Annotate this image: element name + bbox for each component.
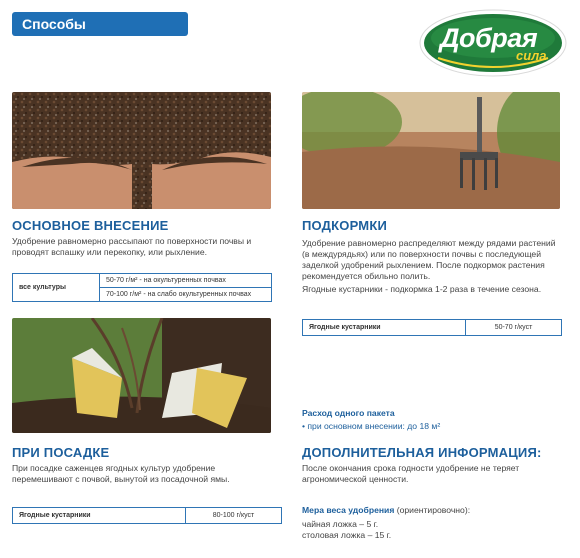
measure-title [302,505,470,516]
main-application-title: ОСНОВНОЕ ВНЕСЕНИЕ [12,218,169,233]
logo-sub-text: сила [516,48,547,63]
planting-title: ПРИ ПОСАДКЕ [12,445,110,460]
feeding-table-rate: 50-70 г/куст [466,320,562,336]
section-header-tag: Способы использования [12,12,188,36]
planting-text: При посадке саженцев ягодных культур удобрение перемешивают с почвой, вынутой из посадочной ямы. [12,463,230,484]
feeding-table [302,319,562,336]
package-consumption-item: • при основном внесении: до 18 м² [302,421,441,431]
list-item: чайная ложка – 5 г. [302,519,379,529]
planting-photo [12,318,271,433]
feeding-table-crop: Ягодные кустарники [303,320,466,336]
planting-table-rate: 80-100 г/куст [186,508,282,524]
additional-info-text: После окончания срока годности удобрение не теряет агрономической ценности. [302,463,520,484]
package-consumption-title: Расход одного пакета [302,408,395,418]
main-application-table [12,273,272,302]
measure-list [302,519,391,541]
main-table-rate: 50-70 г/м² - на окультуренных почвах [100,274,272,288]
main-application-text: Удобрение равномерно рассыпают по поверхности почвы и проводят вспашку или перекопку, или рыхление. [12,236,252,257]
additional-info-title: ДОПОЛНИТЕЛЬНАЯ ИНФОРМАЦИЯ: [302,445,542,460]
planting-table-crop: Ягодные кустарники [13,508,186,524]
list-item: столовая ложка – 15 г. [302,530,392,540]
soil-hands-photo [12,92,271,209]
main-table-rate: 70-100 г/м² - на слабо окультуренных почвах [100,288,272,302]
garden-fork-photo [302,92,560,209]
logo-brand-text: Добрая [440,23,538,53]
brand-logo [418,8,568,78]
planting-table [12,507,282,524]
measure-title-rest: (ориентировочно): [394,505,471,515]
measure-title-bold: Мера веса удобрения [302,505,395,515]
feeding-title: ПОДКОРМКИ [302,218,387,233]
feeding-text: Удобрение равномерно распределяют между рядами растений (в междурядьях) или по поверхности почвы с последующей заделкой удобрений рыхлением. После подкормок растения рекомендуется обильно полить. Ягодные кустарники - подкормка 1-2 раза в течение сезона. [302,238,556,294]
main-table-crop: все культуры [13,274,100,302]
